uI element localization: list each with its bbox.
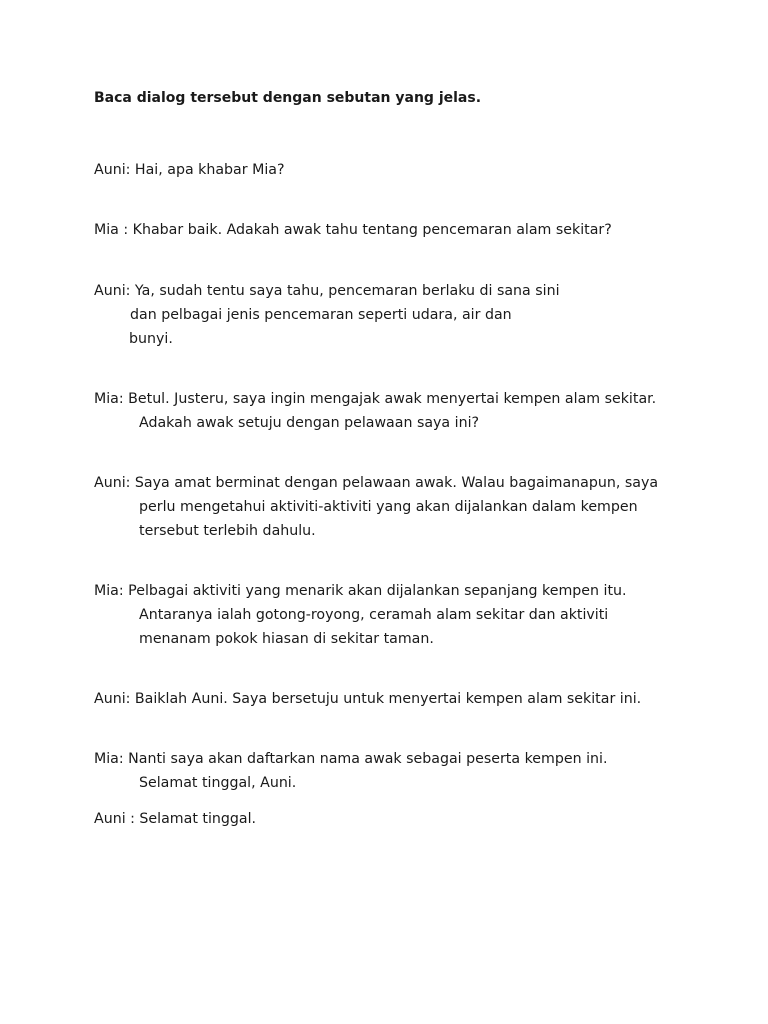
dialog-line-continuation: bunyi.: [129, 331, 173, 347]
dialog-line-continuation: perlu mengetahui aktiviti-aktiviti yang akan dijalankan dalam kempen: [139, 499, 638, 515]
dialog-line: Auni : Selamat tinggal.: [94, 811, 257, 827]
dialog-line: Mia : Khabar baik. Adakah awak tahu tentang pencemaran alam sekitar?: [94, 222, 612, 238]
dialog-line: Mia: Betul. Justeru, saya ingin mengajak awak menyertai kempen alam sekitar.: [94, 391, 657, 407]
dialog-line-continuation: tersebut terlebih dahulu.: [139, 523, 316, 539]
dialog-line-continuation: Selamat tinggal, Auni.: [139, 775, 297, 791]
dialog-line: Auni: Ya, sudah tentu saya tahu, pencemaran berlaku di sana sini: [94, 283, 560, 299]
dialog-line: Auni: Baiklah Auni. Saya bersetuju untuk menyertai kempen alam sekitar ini.: [94, 691, 642, 707]
dialog-line: Auni: Hai, apa khabar Mia?: [94, 162, 285, 178]
dialog-line-continuation: Adakah awak setuju dengan pelawaan saya ini?: [139, 415, 480, 431]
document-heading: Baca dialog tersebut dengan sebutan yang jelas.: [94, 90, 482, 106]
dialog-line-continuation: dan pelbagai jenis pencemaran seperti udara, air dan: [130, 307, 512, 323]
dialog-line: Mia: Nanti saya akan daftarkan nama awak sebagai peserta kempen ini.: [94, 751, 608, 767]
dialog-line-continuation: menanam pokok hiasan di sekitar taman.: [139, 631, 434, 647]
dialog-line: Auni: Saya amat berminat dengan pelawaan awak. Walau bagaimanapun, saya: [94, 475, 659, 491]
dialog-line-continuation: Antaranya ialah gotong-royong, ceramah alam sekitar dan aktiviti: [139, 607, 609, 623]
dialog-line: Mia: Pelbagai aktiviti yang menarik akan dijalankan sepanjang kempen itu.: [94, 583, 627, 599]
